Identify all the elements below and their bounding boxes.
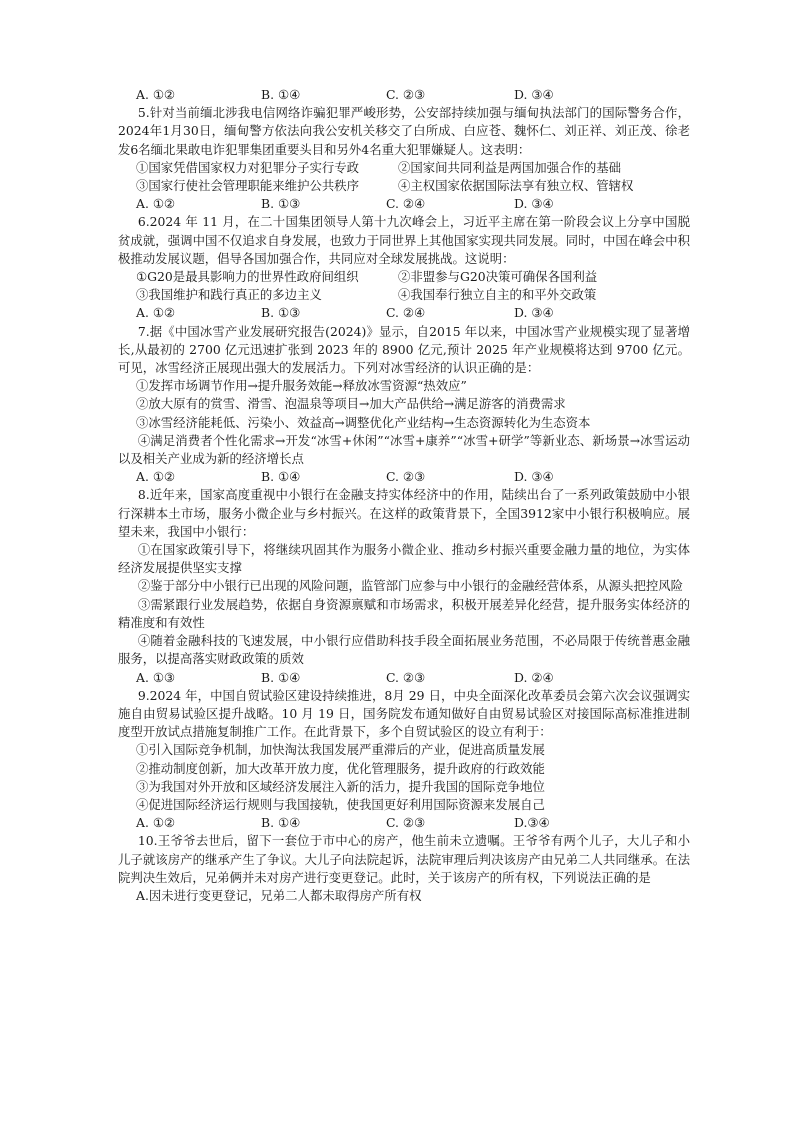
q7-choice-a: A. ①② bbox=[136, 469, 176, 485]
q9-choice-a: A. ①② bbox=[136, 815, 176, 831]
q8-choice-c: C. ②③ bbox=[386, 669, 426, 685]
q4-choice-d: D. ③④ bbox=[514, 87, 554, 102]
q6-choices bbox=[118, 304, 690, 322]
q8-stem: 8.近年来，国家高度重视中小银行在金融支持实体经济中的作用，陆续出台了一系列政策鼓励中小银行深耕本土市场，服务小微企业与乡村振兴。在这样的政策背景下，全国3912家中小银行积极响应。展望未来，我国中小银行： bbox=[118, 487, 690, 539]
q9-choice-c: C. ②③ bbox=[386, 815, 426, 831]
question-9 bbox=[118, 687, 690, 833]
q6-item-1: ①G20是最具影响力的世界性政府间组织 bbox=[136, 269, 359, 285]
q5-choices bbox=[118, 195, 690, 213]
q9-choices bbox=[118, 814, 690, 832]
q5-choice-c: C. ②④ bbox=[386, 196, 426, 212]
q4-choices bbox=[118, 86, 690, 104]
q6-items-row1 bbox=[118, 268, 690, 286]
q5-stem: 5.针对当前缅北涉我电信网络诈骗犯罪严峻形势，公安部持续加强与缅甸执法部门的国际警务合作，2024年1月30日，缅甸警方依法向我公安机关移交了白所成、白应苍、魏怀仁、刘正祥、刘正茂、徐老发6名缅北果敢电诈犯罪集团重要头目和另外4名重大犯罪嫌疑人。这表明： bbox=[118, 105, 690, 157]
q9-choice-b: B. ①④ bbox=[261, 815, 301, 831]
q8-item-4: ④随着金融科技的飞速发展，中小银行应借助科技手段全面拓展业务范围，不必局限于传统普惠金融服务，以提高落实财政政策的质效 bbox=[118, 633, 690, 667]
q8-choice-d: D. ②④ bbox=[514, 669, 554, 685]
q9-stem: 9.2024 年，中国自贸试验区建设持续推进，8月 29 日，中央全面深化改革委员会第六次会议强调实施自由贸易试验区提升战略。10 月 19 日，国务院发布通知做好自由贸易试验区对接国际高标准推进制度型开放试点措施复制推广工作。在此背景下，多个自贸试验区的设立有利于： bbox=[118, 687, 690, 740]
q6-choice-b: B. ①③ bbox=[261, 305, 301, 321]
q5-item-2: ②国家间共同利益是两国加强合作的基础 bbox=[398, 159, 622, 175]
q7-stem: 7.据《中国冰雪产业发展研究报告(2024)》显示，自2015 年以来，中国冰雪产业规模实现了显著增长,从最初的 2700 亿元迅速扩张到 2023 年的 8900 亿元,预计 2025 年产业规模将达到 9700 亿元。可见，冰雪经济正展现出强大的发展活力。下列对冰雪经济的认识正确的是： bbox=[118, 323, 690, 376]
q7-choice-d: D. ③④ bbox=[514, 469, 554, 485]
q6-choice-d: D. ③④ bbox=[514, 305, 554, 321]
q5-item-1: ①国家凭借国家权力对犯罪分子实行专政 bbox=[136, 159, 360, 175]
q7-item-4: ④满足消费者个性化需求→开发“冰雪+休闲”“冰雪+康养”“冰雪+研学”等新业态、新场景→冰雪运动以及相关产业成为新的经济增长点 bbox=[118, 432, 690, 467]
q9-choice-d: D.③④ bbox=[514, 815, 550, 831]
question-8 bbox=[118, 486, 690, 686]
q8-item-3: ③需紧跟行业发展趋势，依据自身资源禀赋和市场需求，积极开展差异化经营，提升服务实体经济的精准度和有效性 bbox=[118, 596, 690, 630]
q5-choice-b: B. ①③ bbox=[261, 196, 301, 212]
q10-stem: 10.王爷爷去世后，留下一套位于市中心的房产，他生前未立遗嘱。王爷爷有两个儿子，大儿子和小儿子就该房产的继承产生了争议。大儿子向法院起诉，法院审理后判决该房产由兄弟二人共同继承。在法院判决生效后，兄弟俩并未对房产进行变更登记。此时，关于该房产的所有权，下列说法正确的是 bbox=[118, 833, 690, 885]
q8-choices bbox=[118, 669, 690, 687]
q7-choice-c: C. ②③ bbox=[386, 469, 426, 485]
q7-choices bbox=[118, 468, 690, 486]
q9-item-4: ④促进国际经济运行规则与我国接轨，使我国更好利用国际资源来发展自己 bbox=[136, 796, 545, 812]
q4-choice-b: B. ①④ bbox=[261, 87, 301, 102]
q5-item-3: ③国家行使社会管理职能来维护公共秩序 bbox=[136, 178, 360, 194]
q9-item-2: ②推动制度创新，加大改革开放力度，优化管理服务，提升政府的行政效能 bbox=[136, 760, 545, 776]
question-10 bbox=[118, 832, 690, 905]
question-6 bbox=[118, 213, 690, 322]
q6-item-3: ③我国维护和践行真正的多边主义 bbox=[136, 287, 322, 303]
q4-choice-c: C. ②③ bbox=[386, 87, 426, 102]
q5-choice-a: A. ①② bbox=[136, 196, 176, 212]
question-5 bbox=[118, 104, 690, 213]
q6-item-2: ②非盟参与G20决策可确保各国利益 bbox=[398, 269, 598, 285]
q8-item-1: ①在国家政策引导下，将继续巩固其作为服务小微企业、推动乡村振兴重要金融力量的地位，为实体经济发展提供坚实支撑 bbox=[118, 542, 690, 576]
q5-choice-d: D. ③④ bbox=[514, 196, 554, 212]
q5-item-4: ④主权国家依据国际法享有独立权、管辖权 bbox=[398, 178, 634, 194]
question-content bbox=[118, 86, 690, 905]
q8-choice-b: B. ①④ bbox=[261, 669, 301, 685]
q5-items-row2 bbox=[118, 177, 690, 195]
q6-items-row2 bbox=[118, 286, 690, 304]
q8-choice-a: A. ①③ bbox=[136, 669, 176, 685]
q4-choice-a: A. ①② bbox=[136, 87, 176, 102]
q9-item-3: ③为我国对外开放和区域经济发展注入新的活力，提升我国的国际竞争地位 bbox=[136, 778, 545, 794]
q6-choice-c: C. ②④ bbox=[386, 305, 426, 321]
q10-option-a: A.因未进行变更登记，兄弟二人都未取得房产所有权 bbox=[136, 887, 422, 903]
q7-item-1: ①发挥市场调节作用→提升服务效能→释放冰雪资源“热效应” bbox=[136, 378, 467, 394]
q6-stem: 6.2024 年 11 月，在二十国集团领导人第十九次峰会上，习近平主席在第一阶段会议上分享中国脱贫成就，强调中国不仅追求自身发展，也致力于同世界上其他国家实现共同发展。同时，中国在峰会中积极推动发展议题，倡导各国加强合作，共同应对全球发展挑战。这说明： bbox=[118, 214, 690, 266]
q5-items-row1 bbox=[118, 159, 690, 177]
question-7 bbox=[118, 323, 690, 487]
q7-item-2: ②放大原有的赏雪、滑雪、泡温泉等项目→加大产品供给→满足游客的消费需求 bbox=[136, 396, 566, 412]
q7-item-3: ③冰雪经济能耗低、污染小、效益高→调整优化产业结构→生态资源转化为生态资本 bbox=[136, 414, 591, 430]
q6-item-4: ④我国奉行独立自主的和平外交政策 bbox=[398, 287, 597, 303]
q7-choice-b: B. ①④ bbox=[261, 469, 301, 485]
q8-item-2: ②鉴于部分中小银行已出现的风险问题，监管部门应参与中小银行的金融经营体系，从源头把控风险 bbox=[137, 578, 684, 594]
q6-choice-a: A. ①② bbox=[136, 305, 176, 321]
q9-item-1: ①引入国际竞争机制，加快淘汰我国发展严重滞后的产业，促进高质量发展 bbox=[136, 742, 545, 758]
